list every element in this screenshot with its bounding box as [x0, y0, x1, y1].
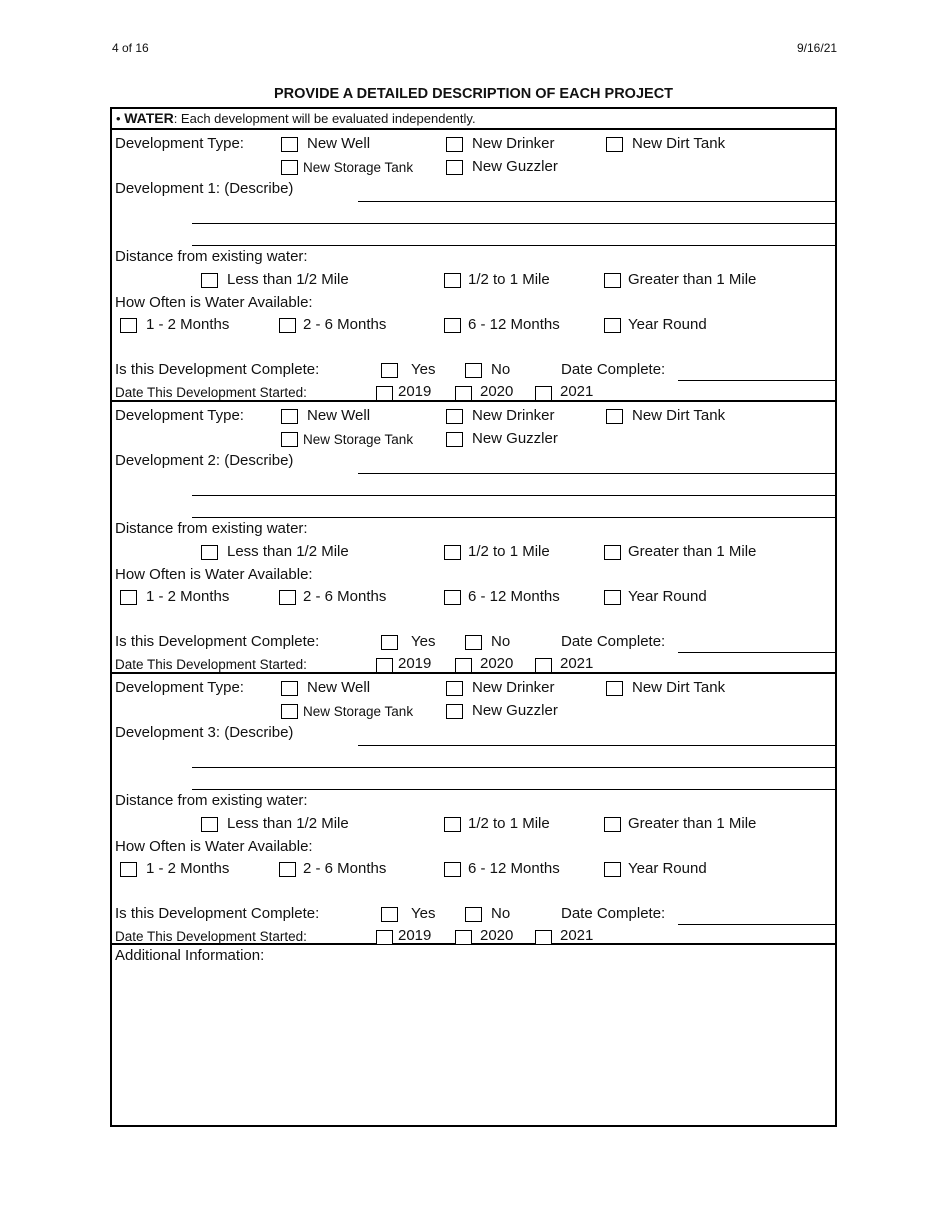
checkbox-2019[interactable] — [376, 386, 393, 401]
additional-information[interactable] — [112, 945, 835, 1125]
how-often-label: How Often is Water Available: — [115, 294, 313, 311]
date-started-label: Date This Development Started: — [115, 657, 307, 672]
yes-label: Yes — [411, 905, 436, 922]
1-2-months-label: 1 - 2 Months — [146, 588, 230, 605]
half-to-one-mile-label: 1/2 to 1 Mile — [468, 271, 550, 288]
new-dirt-tank-label: New Dirt Tank — [632, 135, 726, 152]
year-2020-label: 2020 — [480, 655, 514, 672]
new-drinker-label: New Drinker — [472, 407, 555, 424]
development-describe-label: Development 3: (Describe) — [115, 724, 294, 741]
checkbox-yes[interactable] — [381, 363, 398, 378]
checkbox-greater-than-one-mile[interactable] — [604, 817, 621, 832]
greater-than-one-mile-label: Greater than 1 Mile — [628, 543, 757, 560]
checkbox-6-12-months[interactable] — [444, 862, 461, 877]
checkbox-2020[interactable] — [455, 386, 472, 401]
year-2020-label: 2020 — [480, 383, 514, 400]
less-than-half-mile-label: Less than 1/2 Mile — [227, 815, 349, 832]
6-12-months-label: 6 - 12 Months — [468, 588, 560, 605]
checkbox-new-storage-tank[interactable] — [281, 704, 298, 719]
distance-label: Distance from existing water: — [115, 792, 308, 809]
describe-line-1[interactable] — [358, 473, 835, 474]
development-describe-label: Development 2: (Describe) — [115, 452, 294, 469]
form-frame — [110, 107, 837, 1127]
checkbox-no[interactable] — [465, 907, 482, 922]
less-than-half-mile-label: Less than 1/2 Mile — [227, 271, 349, 288]
checkbox-new-drinker[interactable] — [446, 681, 463, 696]
checkbox-new-drinker[interactable] — [446, 137, 463, 152]
water-note: : Each development will be evaluated independently. — [173, 111, 476, 126]
checkbox-6-12-months[interactable] — [444, 318, 461, 333]
describe-line-2[interactable] — [192, 495, 835, 496]
checkbox-less-than-half-mile[interactable] — [201, 817, 218, 832]
new-dirt-tank-label: New Dirt Tank — [632, 679, 726, 696]
year-2019-label: 2019 — [398, 655, 432, 672]
new-guzzler-label: New Guzzler — [472, 430, 558, 447]
year-2021-label: 2021 — [560, 927, 594, 944]
year-2021-label: 2021 — [560, 383, 594, 400]
new-well-label: New Well — [307, 679, 371, 696]
less-than-half-mile-label: Less than 1/2 Mile — [227, 543, 349, 560]
checkbox-no[interactable] — [465, 363, 482, 378]
describe-line-2[interactable] — [192, 223, 835, 224]
is-complete-label: Is this Development Complete: — [115, 905, 320, 922]
checkbox-2-6-months[interactable] — [279, 862, 296, 877]
date-complete-line[interactable] — [678, 652, 835, 653]
new-drinker-label: New Drinker — [472, 679, 555, 696]
checkbox-no[interactable] — [465, 635, 482, 650]
greater-than-one-mile-label: Greater than 1 Mile — [628, 271, 757, 288]
water-label: WATER — [124, 110, 174, 126]
date-complete-label: Date Complete: — [561, 905, 666, 922]
checkbox-2021[interactable] — [535, 930, 552, 945]
date-started-label: Date This Development Started: — [115, 385, 307, 400]
date-complete-line[interactable] — [678, 924, 835, 925]
checkbox-year-round[interactable] — [604, 318, 621, 333]
page-number: 4 of 16 — [112, 41, 149, 55]
distance-label: Distance from existing water: — [115, 248, 308, 265]
year-2019-label: 2019 — [398, 927, 432, 944]
checkbox-1-2-months[interactable] — [120, 590, 137, 605]
half-to-one-mile-label: 1/2 to 1 Mile — [468, 543, 550, 560]
development-section-1 — [112, 130, 835, 402]
new-well-label: New Well — [307, 135, 371, 152]
new-well-label: New Well — [307, 407, 371, 424]
checkbox-new-dirt-tank[interactable] — [606, 681, 623, 696]
is-complete-label: Is this Development Complete: — [115, 633, 320, 650]
year-2021-label: 2021 — [560, 655, 594, 672]
date-complete-label: Date Complete: — [561, 361, 666, 378]
describe-line-3[interactable] — [192, 245, 835, 246]
checkbox-year-round[interactable] — [604, 862, 621, 877]
describe-line-3[interactable] — [192, 789, 835, 790]
checkbox-2021[interactable] — [535, 386, 552, 401]
page-title: PROVIDE A DETAILED DESCRIPTION OF EACH PROJECT — [273, 86, 674, 102]
checkbox-2-6-months[interactable] — [279, 590, 296, 605]
checkbox-greater-than-one-mile[interactable] — [604, 545, 621, 560]
checkbox-new-guzzler[interactable] — [446, 704, 463, 719]
development-type-label: Development Type: — [115, 407, 244, 424]
6-12-months-label: 6 - 12 Months — [468, 860, 560, 877]
1-2-months-label: 1 - 2 Months — [146, 860, 230, 877]
checkbox-2019[interactable] — [376, 658, 393, 673]
yes-label: Yes — [411, 361, 436, 378]
year-round-label: Year Round — [628, 316, 707, 333]
2-6-months-label: 2 - 6 Months — [303, 316, 387, 333]
checkbox-6-12-months[interactable] — [444, 590, 461, 605]
checkbox-half-to-one-mile[interactable] — [444, 545, 461, 560]
checkbox-year-round[interactable] — [604, 590, 621, 605]
water-heading-row — [112, 109, 835, 130]
describe-line-1[interactable] — [358, 745, 835, 746]
year-round-label: Year Round — [628, 588, 707, 605]
new-storage-tank-label: New Storage Tank — [303, 160, 414, 175]
is-complete-label: Is this Development Complete: — [115, 361, 320, 378]
no-label: No — [491, 361, 511, 378]
development-section-2 — [112, 402, 835, 674]
new-dirt-tank-label: New Dirt Tank — [632, 407, 726, 424]
6-12-months-label: 6 - 12 Months — [468, 316, 560, 333]
year-2020-label: 2020 — [480, 927, 514, 944]
new-storage-tank-label: New Storage Tank — [303, 432, 414, 447]
development-describe-label: Development 1: (Describe) — [115, 180, 294, 197]
checkbox-new-drinker[interactable] — [446, 409, 463, 424]
bullet: • — [116, 111, 121, 126]
checkbox-new-storage-tank[interactable] — [281, 160, 298, 175]
describe-line-3[interactable] — [192, 517, 835, 518]
half-to-one-mile-label: 1/2 to 1 Mile — [468, 815, 550, 832]
describe-line-1[interactable] — [358, 201, 835, 202]
2-6-months-label: 2 - 6 Months — [303, 860, 387, 877]
new-guzzler-label: New Guzzler — [472, 158, 558, 175]
checkbox-yes[interactable] — [381, 907, 398, 922]
year-round-label: Year Round — [628, 860, 707, 877]
distance-label: Distance from existing water: — [115, 520, 308, 537]
checkbox-2020[interactable] — [455, 658, 472, 673]
checkbox-new-well[interactable] — [281, 681, 298, 696]
checkbox-2020[interactable] — [455, 930, 472, 945]
development-section-3 — [112, 674, 835, 945]
checkbox-2021[interactable] — [535, 658, 552, 673]
checkbox-2-6-months[interactable] — [279, 318, 296, 333]
checkbox-new-well[interactable] — [281, 409, 298, 424]
additional-information-label: Additional Information: — [115, 947, 265, 964]
checkbox-yes[interactable] — [381, 635, 398, 650]
checkbox-new-dirt-tank[interactable] — [606, 409, 623, 424]
revision-date: 9/16/21 — [797, 41, 838, 55]
new-drinker-label: New Drinker — [472, 135, 555, 152]
checkbox-2019[interactable] — [376, 930, 393, 945]
no-label: No — [491, 633, 511, 650]
no-label: No — [491, 905, 511, 922]
date-started-label: Date This Development Started: — [115, 929, 307, 944]
describe-line-2[interactable] — [192, 767, 835, 768]
checkbox-new-storage-tank[interactable] — [281, 432, 298, 447]
year-2019-label: 2019 — [398, 383, 432, 400]
date-complete-label: Date Complete: — [561, 633, 666, 650]
checkbox-half-to-one-mile[interactable] — [444, 273, 461, 288]
new-storage-tank-label: New Storage Tank — [303, 704, 414, 719]
checkbox-new-guzzler[interactable] — [446, 432, 463, 447]
checkbox-less-than-half-mile[interactable] — [201, 545, 218, 560]
greater-than-one-mile-label: Greater than 1 Mile — [628, 815, 757, 832]
checkbox-new-well[interactable] — [281, 137, 298, 152]
checkbox-1-2-months[interactable] — [120, 862, 137, 877]
checkbox-new-guzzler[interactable] — [446, 160, 463, 175]
checkbox-less-than-half-mile[interactable] — [201, 273, 218, 288]
1-2-months-label: 1 - 2 Months — [146, 316, 230, 333]
yes-label: Yes — [411, 633, 436, 650]
how-often-label: How Often is Water Available: — [115, 566, 313, 583]
2-6-months-label: 2 - 6 Months — [303, 588, 387, 605]
checkbox-1-2-months[interactable] — [120, 318, 137, 333]
development-type-label: Development Type: — [115, 135, 244, 152]
checkbox-half-to-one-mile[interactable] — [444, 817, 461, 832]
how-often-label: How Often is Water Available: — [115, 838, 313, 855]
checkbox-new-dirt-tank[interactable] — [606, 137, 623, 152]
date-complete-line[interactable] — [678, 380, 835, 381]
new-guzzler-label: New Guzzler — [472, 702, 558, 719]
checkbox-greater-than-one-mile[interactable] — [604, 273, 621, 288]
development-type-label: Development Type: — [115, 679, 244, 696]
